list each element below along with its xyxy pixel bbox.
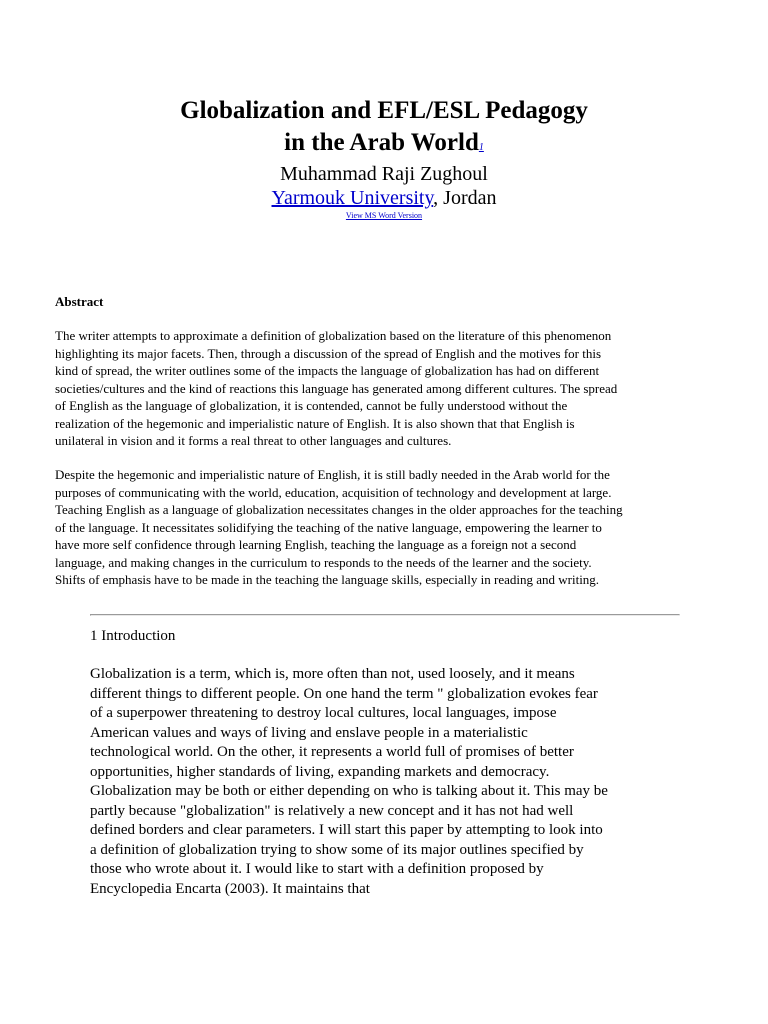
- text-line: Globalization is a term, which is, more often than not, used loosely, and it means: [90, 666, 575, 682]
- text-line: a definition of globalization trying to show some of its major outlines specified by: [90, 841, 584, 858]
- text-line: those who wrote about it. I would like to start with a definition proposed by: [90, 861, 544, 877]
- text-line: unilateral in vision and it forms a real threat to other languages and cultures.: [55, 433, 452, 448]
- text-line: defined borders and clear parameters. I will start this paper by attempting to look into: [90, 822, 603, 838]
- text-line: opportunities, higher standards of living, expanding markets and democracy.: [90, 763, 550, 780]
- author-name: Muhammad Raji Zughoul: [280, 163, 488, 185]
- footnote-link[interactable]: 1: [478, 142, 484, 153]
- text-line: realization of the hegemonic and imperialistic nature of English. It is also shown that that English is: [55, 415, 575, 431]
- title-line-1-text: Globalization and EFL/ESL Pedagogy: [180, 97, 588, 124]
- ms-word-version: [0, 211, 768, 221]
- text-line: kind of spread, the writer outlines some of the impacts the language of globalization has had on different: [55, 363, 600, 378]
- text-line: of English as the language of globalization, it is contended, cannot be fully understood without the: [55, 398, 568, 413]
- abstract-paragraph-1: [55, 327, 715, 450]
- introduction-paragraph: [90, 665, 690, 899]
- text-line: technological world. On the other, it represents a world full of promises of better: [90, 744, 574, 760]
- text-line: purposes of communicating with the world, education, acquisition of technology and development at large.: [55, 484, 612, 500]
- affiliation: [0, 186, 768, 210]
- affiliation-country: , Jordan: [433, 187, 497, 209]
- text-line: of a superpower threatening to destroy local cultures, local languages, impose: [90, 705, 557, 721]
- title-line-2: [0, 127, 768, 164]
- text-line: Despite the hegemonic and imperialistic nature of English, it is still badly needed in the Arab world for the: [55, 467, 610, 482]
- text-line: have more self confidence through learning English, teaching the language as a foreign not a second: [55, 537, 577, 552]
- university-link[interactable]: Yarmouk University: [271, 187, 434, 209]
- horizontal-divider: [90, 614, 680, 616]
- text-line: American values and ways of living and enslave people in a materialistic: [90, 724, 528, 741]
- introduction-heading: 1 Introduction: [90, 628, 176, 644]
- text-line: Teaching English as a language of globalization necessitates changes in the older approaches for the teaching: [55, 502, 623, 517]
- abstract-paragraph-2: [55, 466, 715, 589]
- text-line: highlighting its major facets. Then, through a discussion of the spread of English and the motives for this: [55, 345, 602, 361]
- text-line: of the language. It necessitates solidifying the teaching of the native language, empowering the learner to: [55, 519, 602, 535]
- text-line: societies/cultures and the kind of reactions this language has generated among different cultures. The spread: [55, 380, 618, 396]
- text-line: Shifts of emphasis have to be made in the teaching the language skills, especially in reading and writing.: [55, 572, 600, 587]
- title-line-1: [0, 95, 768, 127]
- text-line: Encyclopedia Encarta (2003). It maintains that: [90, 880, 370, 897]
- text-line: language, and making changes in the curriculum to responds to the needs of the learner and the society.: [55, 554, 592, 570]
- abstract-heading: Abstract: [55, 294, 104, 309]
- text-line: The writer attempts to approximate a definition of globalization based on the literature of this phenomenon: [55, 328, 612, 343]
- text-line: different things to different people. On one hand the term " globalization evokes fear: [90, 685, 598, 702]
- text-line: partly because "globalization" is relatively a new concept and it has not had well: [90, 802, 574, 819]
- text-line: Globalization may be both or either depending on who is talking about it. This may be: [90, 783, 608, 799]
- title-line-2-text: in the Arab World: [284, 129, 479, 156]
- ms-word-version-link[interactable]: View MS Word Version: [345, 211, 423, 220]
